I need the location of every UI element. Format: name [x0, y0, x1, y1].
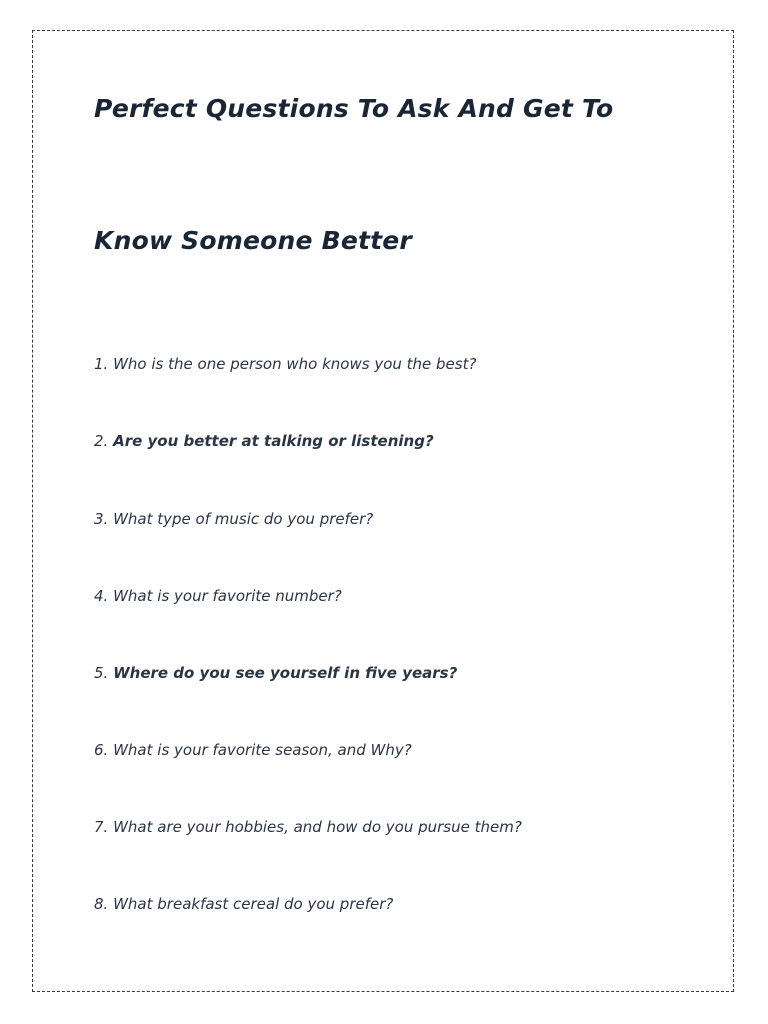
- question-text: What is your favorite number?: [113, 587, 342, 605]
- question-number: 8.: [94, 895, 109, 913]
- question-item: [94, 663, 457, 683]
- question-text: What breakfast cereal do you prefer?: [113, 895, 394, 913]
- question-number: 5.: [94, 664, 109, 682]
- question-item: [94, 894, 393, 914]
- question-text: Where do you see yourself in five years?: [113, 664, 458, 682]
- question-number: 4.: [94, 587, 109, 605]
- question-item: [94, 509, 373, 529]
- question-number: 3.: [94, 510, 109, 528]
- page-title-line-2: Know Someone Better: [94, 226, 412, 255]
- question-text: What is your favorite season, and Why?: [113, 741, 412, 759]
- question-item: [94, 740, 412, 760]
- question-text: Who is the one person who knows you the best?: [113, 355, 477, 373]
- question-item: [94, 431, 434, 451]
- question-number: 2.: [94, 432, 109, 450]
- page-title-line-1: Perfect Questions To Ask And Get To: [94, 94, 614, 123]
- question-number: 1.: [94, 355, 109, 373]
- question-item: [94, 354, 476, 374]
- question-text: What type of music do you prefer?: [113, 510, 374, 528]
- question-item: [94, 817, 522, 837]
- question-number: 6.: [94, 741, 109, 759]
- question-text: Are you better at talking or listening?: [113, 432, 434, 450]
- question-number: 7.: [94, 818, 109, 836]
- question-item: [94, 586, 342, 606]
- question-text: What are your hobbies, and how do you pursue them?: [113, 818, 522, 836]
